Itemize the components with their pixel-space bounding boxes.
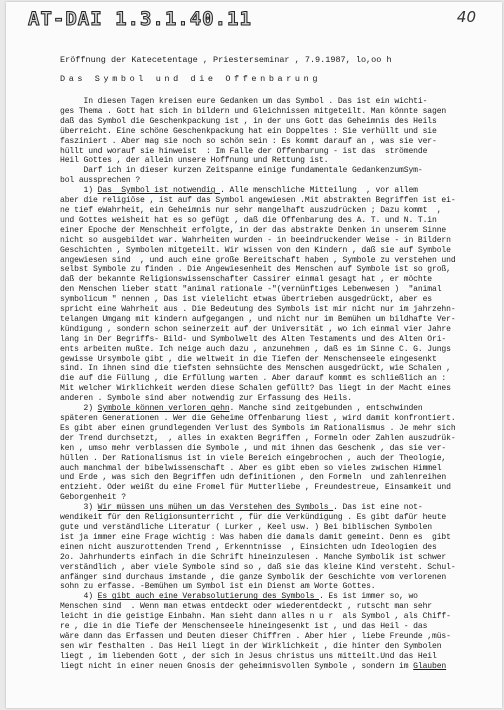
text-run: gewisse Ursymbole gibt , die weltweit in die Tiefen der Menschenseele eingesenkt	[60, 354, 437, 364]
text-run: verständlich , aber viele Symbole sind so , daß sie das kleine Kind versteht. Schul-	[60, 562, 456, 572]
text-line	[60, 533, 490, 543]
text-line	[60, 236, 490, 246]
text-run: kündigung , sondern schon seinerzeit auf der Universität , wo ich einmal vier Jahre	[60, 324, 451, 334]
text-run: 2o. Jahrhunderts einfach in die Schrift hineinzulesen . Manche Symbolik ist schwer	[60, 552, 447, 562]
text-run: nicht so ausgebildet war. Wahrheiten wurden - in beeindruckender Weise - in Bildern	[60, 235, 451, 245]
text-line	[60, 265, 490, 275]
text-line	[60, 543, 490, 553]
text-run: daß das Symbol die Geschenkpackung ist , in der uns Gott das Geheimnis des Heils	[60, 116, 437, 126]
text-run: ne tief eWahrheit, ein Geheimnis nur sehr mangelhaft auszudrücken ; Dazu kommt ,	[60, 205, 442, 215]
text-line	[60, 424, 490, 434]
text-line	[60, 454, 490, 464]
text-line	[60, 394, 490, 404]
text-run: lang in Der Begriffs- Bild- und Symbolwelt des Alten Testaments und des Alten Ori-	[60, 334, 447, 344]
text-run: ist ja immer eine Frage wichtig : Was haben die damals damit gemeint. Denn es gibt	[60, 532, 451, 542]
text-run: gute und verständliche Literatur ( Lurker , Keel usw. ) Bei biblischen Symbolen	[60, 522, 433, 532]
text-run: entzieht. Oder weißt du eine Fromel für Mutterliebe , Freundestreue, Einsamkeit und	[60, 483, 451, 493]
text-run: symbolicum " nennen , Das ist vielelicht etwas übertrieben ausgedrückt, aber es	[60, 295, 433, 305]
text-line	[60, 305, 490, 315]
text-line	[60, 434, 490, 444]
text-line	[60, 464, 490, 474]
text-line	[60, 414, 490, 424]
document-title: Das Symbol und die Offenbarung	[60, 74, 322, 84]
text-run: Es gibt aber einen grundlegenden Verlust des Symbols im Rationalismus . Je mehr sich	[60, 423, 456, 433]
text-line	[60, 642, 490, 652]
text-run: sohn zu erfasse. -Bemühen um Symbol ist ein Dienst am Worte Gottes.	[60, 582, 376, 592]
text-run: überreicht. Eine schöne Geschenkpackung hat ein Doppeltes : Sie verhüllt und sie	[60, 126, 437, 136]
text-run: Geschichten , Symbolen mitgeteilt. Wir wissen von den Kindern , daß sie auf Symbole	[60, 245, 451, 255]
text-run: bol aussprechen ?	[60, 176, 141, 186]
text-run: telangen Umgang mit kindern aufgegangen , und nicht nur im Bemühen um bildhafte Ver-	[60, 314, 456, 324]
text-run: wendikeit für den Religionsunterricht , für die Verkündigung . Es gibt dafür heute	[60, 513, 447, 523]
event-header: Eröffnung der Katecetentage , Priesterseminar , 7.9.1987, lo,oo h	[60, 55, 392, 65]
text-line	[60, 186, 490, 196]
text-run: der Trend durchsetzt, , alles in exakten Begriffen , Formeln oder Zahlen auszudrük-	[60, 433, 456, 443]
text-run: Heil Gottes , der allein unsere Hoffnung und Rettung ist.	[60, 156, 329, 166]
text-run: fasziniert . Aber mag sie noch so schön sein : Es kommt darauf an , was sie ver-	[60, 136, 437, 146]
text-run: 4)	[60, 592, 98, 602]
text-line	[60, 176, 490, 186]
underlined-heading: Wir müssen uns mühen um das Verstehen des Symbols	[97, 503, 334, 513]
text-line	[60, 384, 490, 394]
text-line	[60, 285, 490, 295]
text-line	[60, 147, 490, 157]
text-line	[60, 374, 490, 384]
text-line	[60, 206, 490, 216]
text-line	[60, 563, 490, 573]
text-run: re , die in die Tiefe der Menschenseele hineingesenkt ist , und das Heil - das	[60, 622, 428, 632]
text-run: 2)	[60, 404, 98, 414]
text-run: einer Epoche der Menschheit erfolgte, in der das abstrakte Denken in unserem Sinne	[60, 225, 447, 235]
text-line	[60, 325, 490, 335]
text-run: . Alle menschliche Mitteilung , vor allem	[220, 186, 418, 196]
text-run: sen wir festhalten . Das Heil liegt in der Wirklichkeit , die hinter den Symbolen	[60, 641, 442, 651]
text-line	[60, 345, 490, 355]
text-run: die auf die Füllung , die Erfüllung warten . Aber darauf kommt es schließlich an :	[60, 374, 447, 384]
text-line	[60, 503, 490, 513]
text-line	[60, 493, 490, 503]
text-line	[60, 97, 490, 107]
text-run: wäre dann das Erfassen und Deuten dieser Chiffren . Aber hier , liebe Freunde ,müs-	[60, 631, 451, 641]
text-run: ges Thema . Gott hat sich in bildern und Gleichnissen mitgeteilt. Man könnte sagen	[60, 106, 447, 116]
text-line	[60, 602, 490, 612]
text-line	[60, 523, 490, 533]
text-run: aber die religiöse , ist auf das Symbol angewiesen .Mit abstrakten Begriffen ist ei-	[60, 196, 456, 206]
text-run: daß der bekannte Religionswissenschafter Cassirer einmal gesagt hat , er möchte	[60, 275, 433, 285]
underlined-heading: Das Symbol ist notwendig	[97, 186, 221, 196]
text-line	[60, 166, 490, 176]
underlined-heading: Glauben	[413, 661, 447, 671]
text-line	[60, 622, 490, 632]
document-body	[60, 97, 490, 672]
text-run: angewiesen sind , und auch eine große Bereitschaft haben , Symbole zu verstehen und	[60, 255, 456, 265]
text-line	[60, 364, 490, 374]
text-run: leicht in die geistige Einbahn. Man sieht dann alles n u r als Symbol , als Chiff-	[60, 612, 451, 622]
archive-stamp: AT-DAI 1.3.1.40.11	[28, 8, 252, 30]
text-run: selbst Symbole zu finden . Die Angewiesenheit des Menschen auf Symbole ist so groß,	[60, 265, 451, 275]
text-line	[60, 107, 490, 117]
text-run: Geborgenheit ?	[60, 493, 126, 503]
underlined-heading: Es gibt auch eine Verabsolutierung des Symbols	[97, 592, 319, 602]
text-line	[60, 473, 490, 483]
text-line	[60, 662, 490, 672]
text-line	[60, 275, 490, 285]
text-line	[60, 632, 490, 642]
text-line	[60, 355, 490, 365]
text-run: . Manche sind zeitgebunden , entschwinden	[229, 404, 423, 414]
text-line	[60, 444, 490, 454]
text-run: auch manchmal der bibelwissenschaft . Aber es gibt eben so vieles zwischen Himmel	[60, 463, 442, 473]
text-run: Menschen sind . Wenn man etwas entdeckt oder wiederentdeckt , rutscht man sehr	[60, 602, 433, 612]
text-line	[60, 315, 490, 325]
text-line	[60, 582, 490, 592]
text-run: hüllen . Der Rationalismus ist in viele Bereich eingebrochen , auch der Theologie,	[60, 453, 447, 463]
text-run: und Gottes weisheit hat es so gefügt , daß die Offenbarung des A. T. und N. T.in	[60, 215, 437, 225]
text-run: ents arbeiten mußte. Ich neige auch dazu , anzunehmen , daß es im Sinne C. G. Jungs	[60, 344, 451, 354]
text-run: 3)	[60, 503, 98, 513]
text-line	[60, 226, 490, 236]
text-line	[60, 553, 490, 563]
text-run: späteren Generationen . Wer die Geheime Offenbarung liest , wird damit konfrontiert.	[60, 414, 456, 423]
text-line	[60, 246, 490, 256]
text-run: liegt nicht in einer neuen Gnosis der geheimnisvollen Symbole , sondern im	[60, 661, 414, 671]
text-run: den Menschen lieber statt "animal rationale -"(vernünftiges Lebenwesen ) "animal	[60, 285, 442, 295]
text-run: ken , umso mehr verblassen die Symbole , und mit ihnen das Geschenk , das sie ver-	[60, 443, 447, 453]
underlined-heading: Symbole können verloren gehn	[97, 404, 230, 414]
text-line	[60, 652, 490, 662]
text-line	[60, 127, 490, 137]
text-line	[60, 117, 490, 127]
text-line	[60, 573, 490, 583]
text-line	[60, 256, 490, 266]
text-run: In diesen Tagen kreisen eure Gedanken um das Symbol . Das ist ein wichti-	[60, 97, 428, 106]
text-run: und Erde , was sich den Begriffen udn definitionen , den Formeln und zahlenreihen	[60, 473, 447, 483]
text-run: anfänger sind durchaus imstande , die ganze Symbolik der Geschichte vom verlorenen	[60, 572, 447, 582]
text-line	[60, 137, 490, 147]
text-run: liegt , im liebenden Gott , der sich in Jesus christus uns mitteilt.Und das Heil	[60, 651, 437, 661]
text-run: spricht eine Wahrheit aus . Die Bedeutung des Symbols ist mir nicht nur im jahrzehn-	[60, 305, 456, 315]
text-line	[60, 156, 490, 166]
text-line	[60, 483, 490, 493]
text-run: anderen . Symbole sind aber notwendig zur Erfassung des Heils.	[60, 394, 352, 404]
text-run: einen nicht auszurottenden Trend , Erkenntnisse , Einsichten udn Ideologien des	[60, 542, 437, 552]
text-run: . Es ist immer so, wo	[319, 592, 418, 602]
text-run: 1)	[60, 186, 98, 196]
text-run: sind. In ihnen sind die tiefsten sehnsüchte des Menschen ausgedrückt, wie Schalen ,	[60, 364, 451, 374]
text-line	[60, 196, 490, 206]
text-line	[60, 295, 490, 305]
text-line	[60, 216, 490, 226]
text-run: Darf ich in dieser kurzen Zeitspanne einige fundamentale GedankenzumSym-	[60, 166, 423, 176]
text-line	[60, 592, 490, 602]
page-number: 40	[456, 8, 476, 26]
text-run: Mit welcher Wirklichkeit werden diese Schalen gefüllt? Das liegt in der Macht eines	[60, 384, 451, 394]
text-run: hüllt und worauf sie hinweist : Im Falle der Offenbarung - ist das strömende	[60, 146, 428, 156]
document-page	[6, 2, 502, 708]
text-line	[60, 335, 490, 345]
text-line	[60, 612, 490, 622]
text-line	[60, 513, 490, 523]
text-line	[60, 404, 490, 414]
text-run: . Das ist eine not-	[333, 503, 423, 513]
